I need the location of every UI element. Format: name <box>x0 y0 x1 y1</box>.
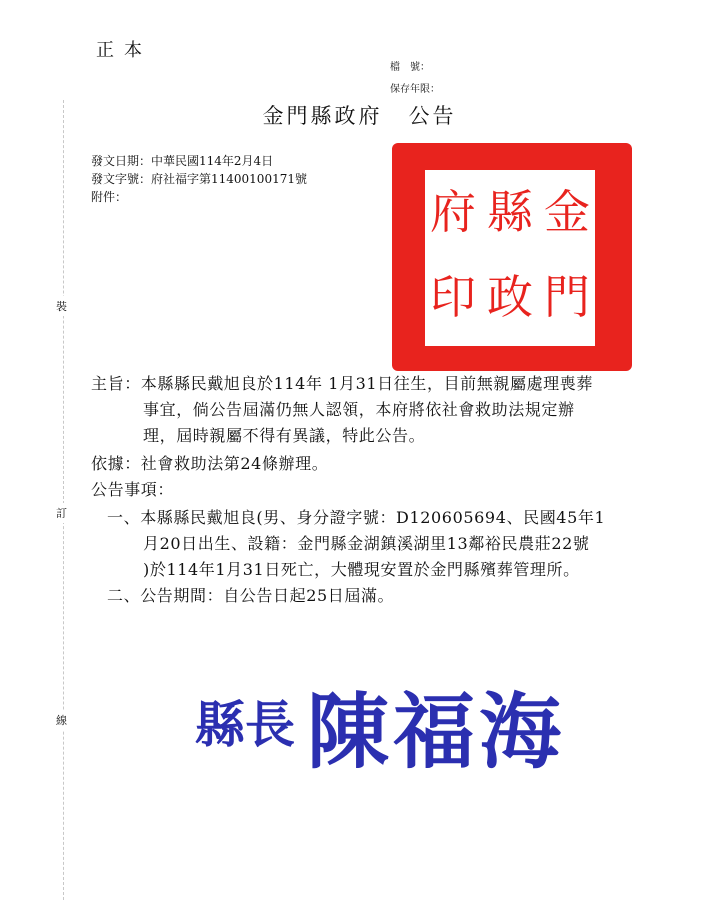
attachment: 附件： <box>91 190 128 204</box>
copy-label: 正本 <box>96 40 152 61</box>
document-title <box>0 100 719 130</box>
magistrate-signature-stamp <box>195 670 615 780</box>
items-heading: 公告事項： <box>91 480 175 499</box>
gutter-char-1: 裝 <box>56 296 67 316</box>
signature-name: 陳福海 <box>307 684 566 780</box>
basis: 依據：社會救助法第24條辦理。 <box>91 454 329 473</box>
retention-period-label: 保存年限： <box>390 84 440 95</box>
seal-char-xian: 縣 <box>487 185 533 239</box>
subject-line-2: 事宜，倘公告屆滿仍無人認領，本府將依社會救助法規定辦 <box>143 400 575 419</box>
item-1-line-2: 月20日出生、設籍：金門縣金湖鎮溪湖里13鄰裕民農莊22號 <box>143 534 590 553</box>
subject-line-1: 主旨：本縣縣民戴旭良於114年 1月31日往生，目前無親屬處理喪葬 <box>91 374 593 393</box>
seal-char-men: 門 <box>544 270 590 324</box>
gutter-char-3: 線 <box>56 710 67 730</box>
seal-char-zheng: 政 <box>487 270 533 324</box>
signature-title: 縣長 <box>195 695 295 754</box>
binding-line <box>63 100 64 900</box>
issue-date: 發文日期：中華民國114年2月4日 <box>91 154 274 168</box>
seal-char-jin: 金 <box>544 185 590 239</box>
item-1-line-1: 一、本縣縣民戴旭良(男、身分證字號：D120605694、民國45年1 <box>107 508 606 527</box>
subject-line-3: 理，屆時親屬不得有異議，特此公告。 <box>143 426 426 445</box>
seal-char-fu: 府 <box>430 185 476 239</box>
item-2: 二、公告期間：自公告日起25日屆滿。 <box>107 586 395 605</box>
title-organization: 金門縣政府 <box>262 104 383 128</box>
issue-number: 發文字號：府社福字第11400100171號 <box>91 172 307 186</box>
seal-char-yin: 印 <box>430 270 476 324</box>
title-type: 公告 <box>408 104 457 128</box>
file-number-label: 檔 號： <box>390 62 430 73</box>
official-seal <box>392 143 632 371</box>
item-1-line-3: )於114年1月31日死亡，大體現安置於金門縣殯葬管理所。 <box>143 560 580 579</box>
gutter-char-2: 訂 <box>56 503 67 523</box>
